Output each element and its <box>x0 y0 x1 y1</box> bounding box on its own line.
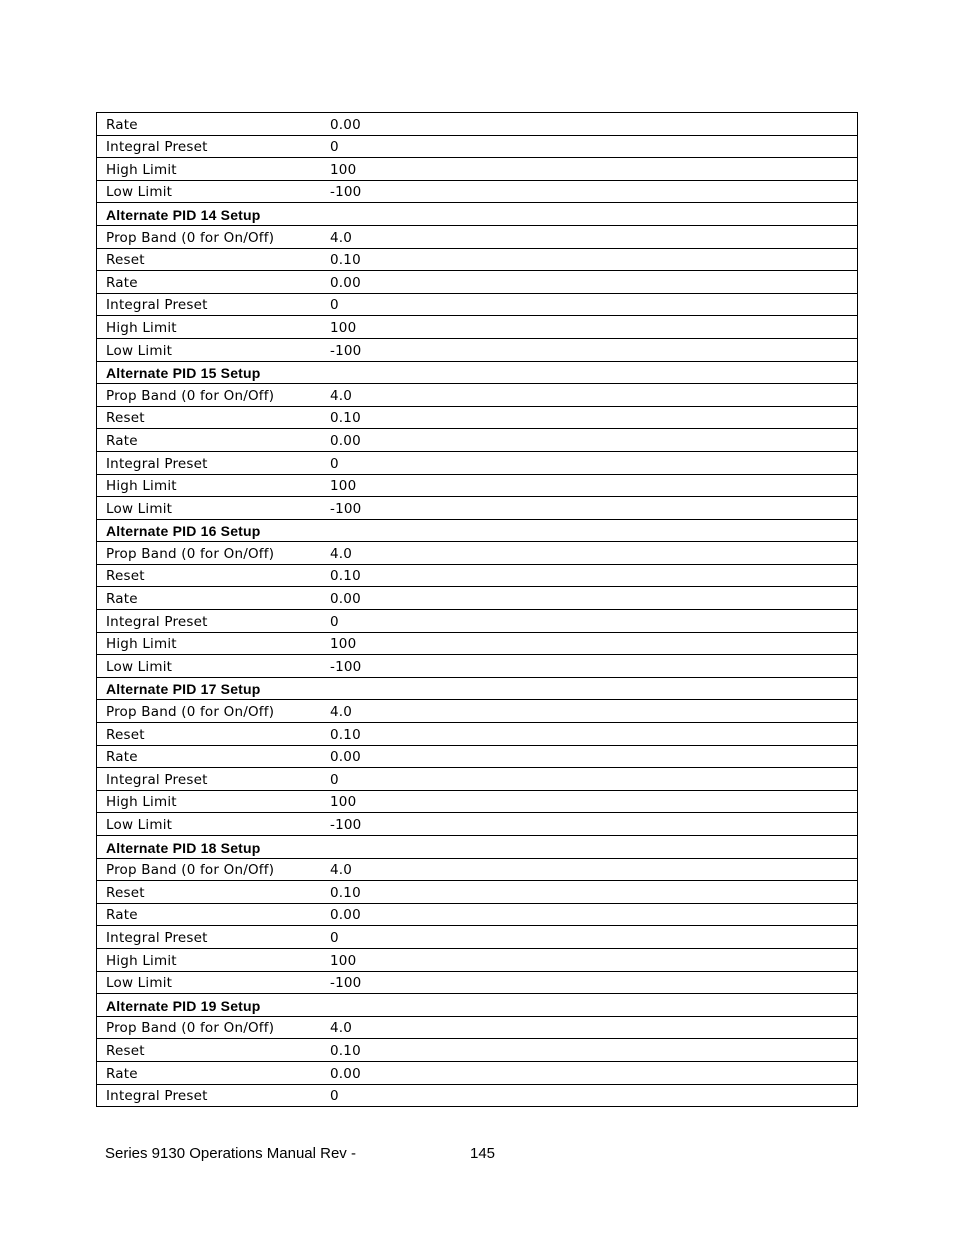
parameter-value: 0.10 <box>321 406 858 429</box>
table-row <box>97 655 858 678</box>
table-row <box>97 881 858 904</box>
parameter-value: 0.10 <box>321 1039 858 1062</box>
parameter-label: Low Limit <box>97 180 322 203</box>
parameter-value: 100 <box>321 632 858 655</box>
parameter-value: 100 <box>321 948 858 971</box>
parameter-value <box>321 836 858 859</box>
parameter-label: Prop Band (0 for On/Off) <box>97 858 322 881</box>
pid-settings-table <box>96 112 858 1107</box>
parameter-value: 0 <box>321 135 858 158</box>
parameter-label: High Limit <box>97 158 322 181</box>
parameter-value: 0.00 <box>321 903 858 926</box>
table-row <box>97 723 858 746</box>
table-row <box>97 135 858 158</box>
parameter-label: Rate <box>97 429 322 452</box>
parameter-label: Reset <box>97 723 322 746</box>
parameter-label: Reset <box>97 564 322 587</box>
parameter-label: Prop Band (0 for On/Off) <box>97 384 322 407</box>
table-row <box>97 948 858 971</box>
table-row <box>97 700 858 723</box>
table-row <box>97 451 858 474</box>
parameter-label: High Limit <box>97 316 322 339</box>
parameter-label: Prop Band (0 for On/Off) <box>97 225 322 248</box>
parameter-value: -100 <box>321 180 858 203</box>
table-row <box>97 1061 858 1084</box>
table-row <box>97 903 858 926</box>
pid-settings-table-body <box>97 113 858 1107</box>
parameter-value: 0.00 <box>321 745 858 768</box>
parameter-value: 100 <box>321 158 858 181</box>
parameter-value: -100 <box>321 971 858 994</box>
parameter-value: 0.00 <box>321 429 858 452</box>
table-row <box>97 293 858 316</box>
table-row <box>97 632 858 655</box>
parameter-value: 0 <box>321 926 858 949</box>
section-header-row <box>97 836 858 859</box>
table-row <box>97 248 858 271</box>
table-row <box>97 768 858 791</box>
parameter-value: 0.00 <box>321 1061 858 1084</box>
parameter-value: 4.0 <box>321 1016 858 1039</box>
parameter-label: Reset <box>97 881 322 904</box>
parameter-value: -100 <box>321 497 858 520</box>
parameter-value: 4.0 <box>321 542 858 565</box>
parameter-value: -100 <box>321 813 858 836</box>
table-row <box>97 384 858 407</box>
parameter-value: 0 <box>321 451 858 474</box>
table-row <box>97 338 858 361</box>
section-header-row <box>97 994 858 1017</box>
parameter-value: 4.0 <box>321 225 858 248</box>
parameter-value: 0.10 <box>321 723 858 746</box>
footer-page-number: 145 <box>470 1145 496 1162</box>
parameter-label: Low Limit <box>97 497 322 520</box>
section-title: Alternate PID 16 Setup <box>97 519 322 542</box>
section-title: Alternate PID 18 Setup <box>97 836 322 859</box>
parameter-label: Reset <box>97 1039 322 1062</box>
parameter-label: Integral Preset <box>97 451 322 474</box>
table-row <box>97 113 858 136</box>
parameter-value: 100 <box>321 474 858 497</box>
parameter-label: Reset <box>97 248 322 271</box>
parameter-value: 0 <box>321 293 858 316</box>
table-row <box>97 1084 858 1107</box>
parameter-label: Integral Preset <box>97 926 322 949</box>
parameter-value: 0.10 <box>321 248 858 271</box>
table-row <box>97 1016 858 1039</box>
table-row <box>97 406 858 429</box>
parameter-label: High Limit <box>97 790 322 813</box>
parameter-label: Prop Band (0 for On/Off) <box>97 542 322 565</box>
parameter-value: 4.0 <box>321 384 858 407</box>
parameter-value <box>321 361 858 384</box>
parameter-label: Integral Preset <box>97 135 322 158</box>
table-row <box>97 158 858 181</box>
table-row <box>97 497 858 520</box>
table-row <box>97 474 858 497</box>
parameter-label: Prop Band (0 for On/Off) <box>97 700 322 723</box>
table-row <box>97 1039 858 1062</box>
parameter-label: Integral Preset <box>97 768 322 791</box>
section-title: Alternate PID 15 Setup <box>97 361 322 384</box>
parameter-label: Rate <box>97 587 322 610</box>
table-row <box>97 858 858 881</box>
parameter-label: Rate <box>97 1061 322 1084</box>
parameter-label: Low Limit <box>97 655 322 678</box>
parameter-label: Rate <box>97 271 322 294</box>
parameter-label: Rate <box>97 113 322 136</box>
parameter-label: Low Limit <box>97 338 322 361</box>
section-title: Alternate PID 17 Setup <box>97 677 322 700</box>
parameter-label: High Limit <box>97 474 322 497</box>
parameter-value: 0.10 <box>321 881 858 904</box>
section-title: Alternate PID 14 Setup <box>97 203 322 226</box>
section-header-row <box>97 203 858 226</box>
table-row <box>97 542 858 565</box>
parameter-value: 4.0 <box>321 858 858 881</box>
parameter-label: Integral Preset <box>97 293 322 316</box>
table-row <box>97 564 858 587</box>
parameter-label: Low Limit <box>97 813 322 836</box>
section-header-row <box>97 519 858 542</box>
parameter-value <box>321 677 858 700</box>
parameter-label: Rate <box>97 745 322 768</box>
parameter-value: 100 <box>321 790 858 813</box>
parameter-value: 0.10 <box>321 564 858 587</box>
section-header-row <box>97 677 858 700</box>
table-row <box>97 316 858 339</box>
table-row <box>97 745 858 768</box>
parameter-value <box>321 994 858 1017</box>
table-row <box>97 610 858 633</box>
parameter-label: High Limit <box>97 632 322 655</box>
table-row <box>97 926 858 949</box>
footer-manual-title: Series 9130 Operations Manual Rev - <box>105 1145 356 1162</box>
parameter-label: Integral Preset <box>97 1084 322 1107</box>
parameter-value: 0 <box>321 610 858 633</box>
section-title: Alternate PID 19 Setup <box>97 994 322 1017</box>
table-row <box>97 225 858 248</box>
parameter-value: 0 <box>321 768 858 791</box>
parameter-value <box>321 519 858 542</box>
parameter-value: -100 <box>321 655 858 678</box>
table-row <box>97 271 858 294</box>
parameter-value <box>321 203 858 226</box>
table-row <box>97 587 858 610</box>
table-row <box>97 813 858 836</box>
parameter-value: 4.0 <box>321 700 858 723</box>
parameter-label: Reset <box>97 406 322 429</box>
parameter-value: 0 <box>321 1084 858 1107</box>
table-row <box>97 790 858 813</box>
section-header-row <box>97 361 858 384</box>
parameter-label: Integral Preset <box>97 610 322 633</box>
parameter-label: Low Limit <box>97 971 322 994</box>
parameter-value: 0.00 <box>321 113 858 136</box>
parameter-value: 100 <box>321 316 858 339</box>
parameter-value: -100 <box>321 338 858 361</box>
parameter-value: 0.00 <box>321 271 858 294</box>
table-row <box>97 971 858 994</box>
table-row <box>97 429 858 452</box>
parameter-value: 0.00 <box>321 587 858 610</box>
parameter-label: Prop Band (0 for On/Off) <box>97 1016 322 1039</box>
parameter-label: High Limit <box>97 948 322 971</box>
parameter-label: Rate <box>97 903 322 926</box>
table-row <box>97 180 858 203</box>
